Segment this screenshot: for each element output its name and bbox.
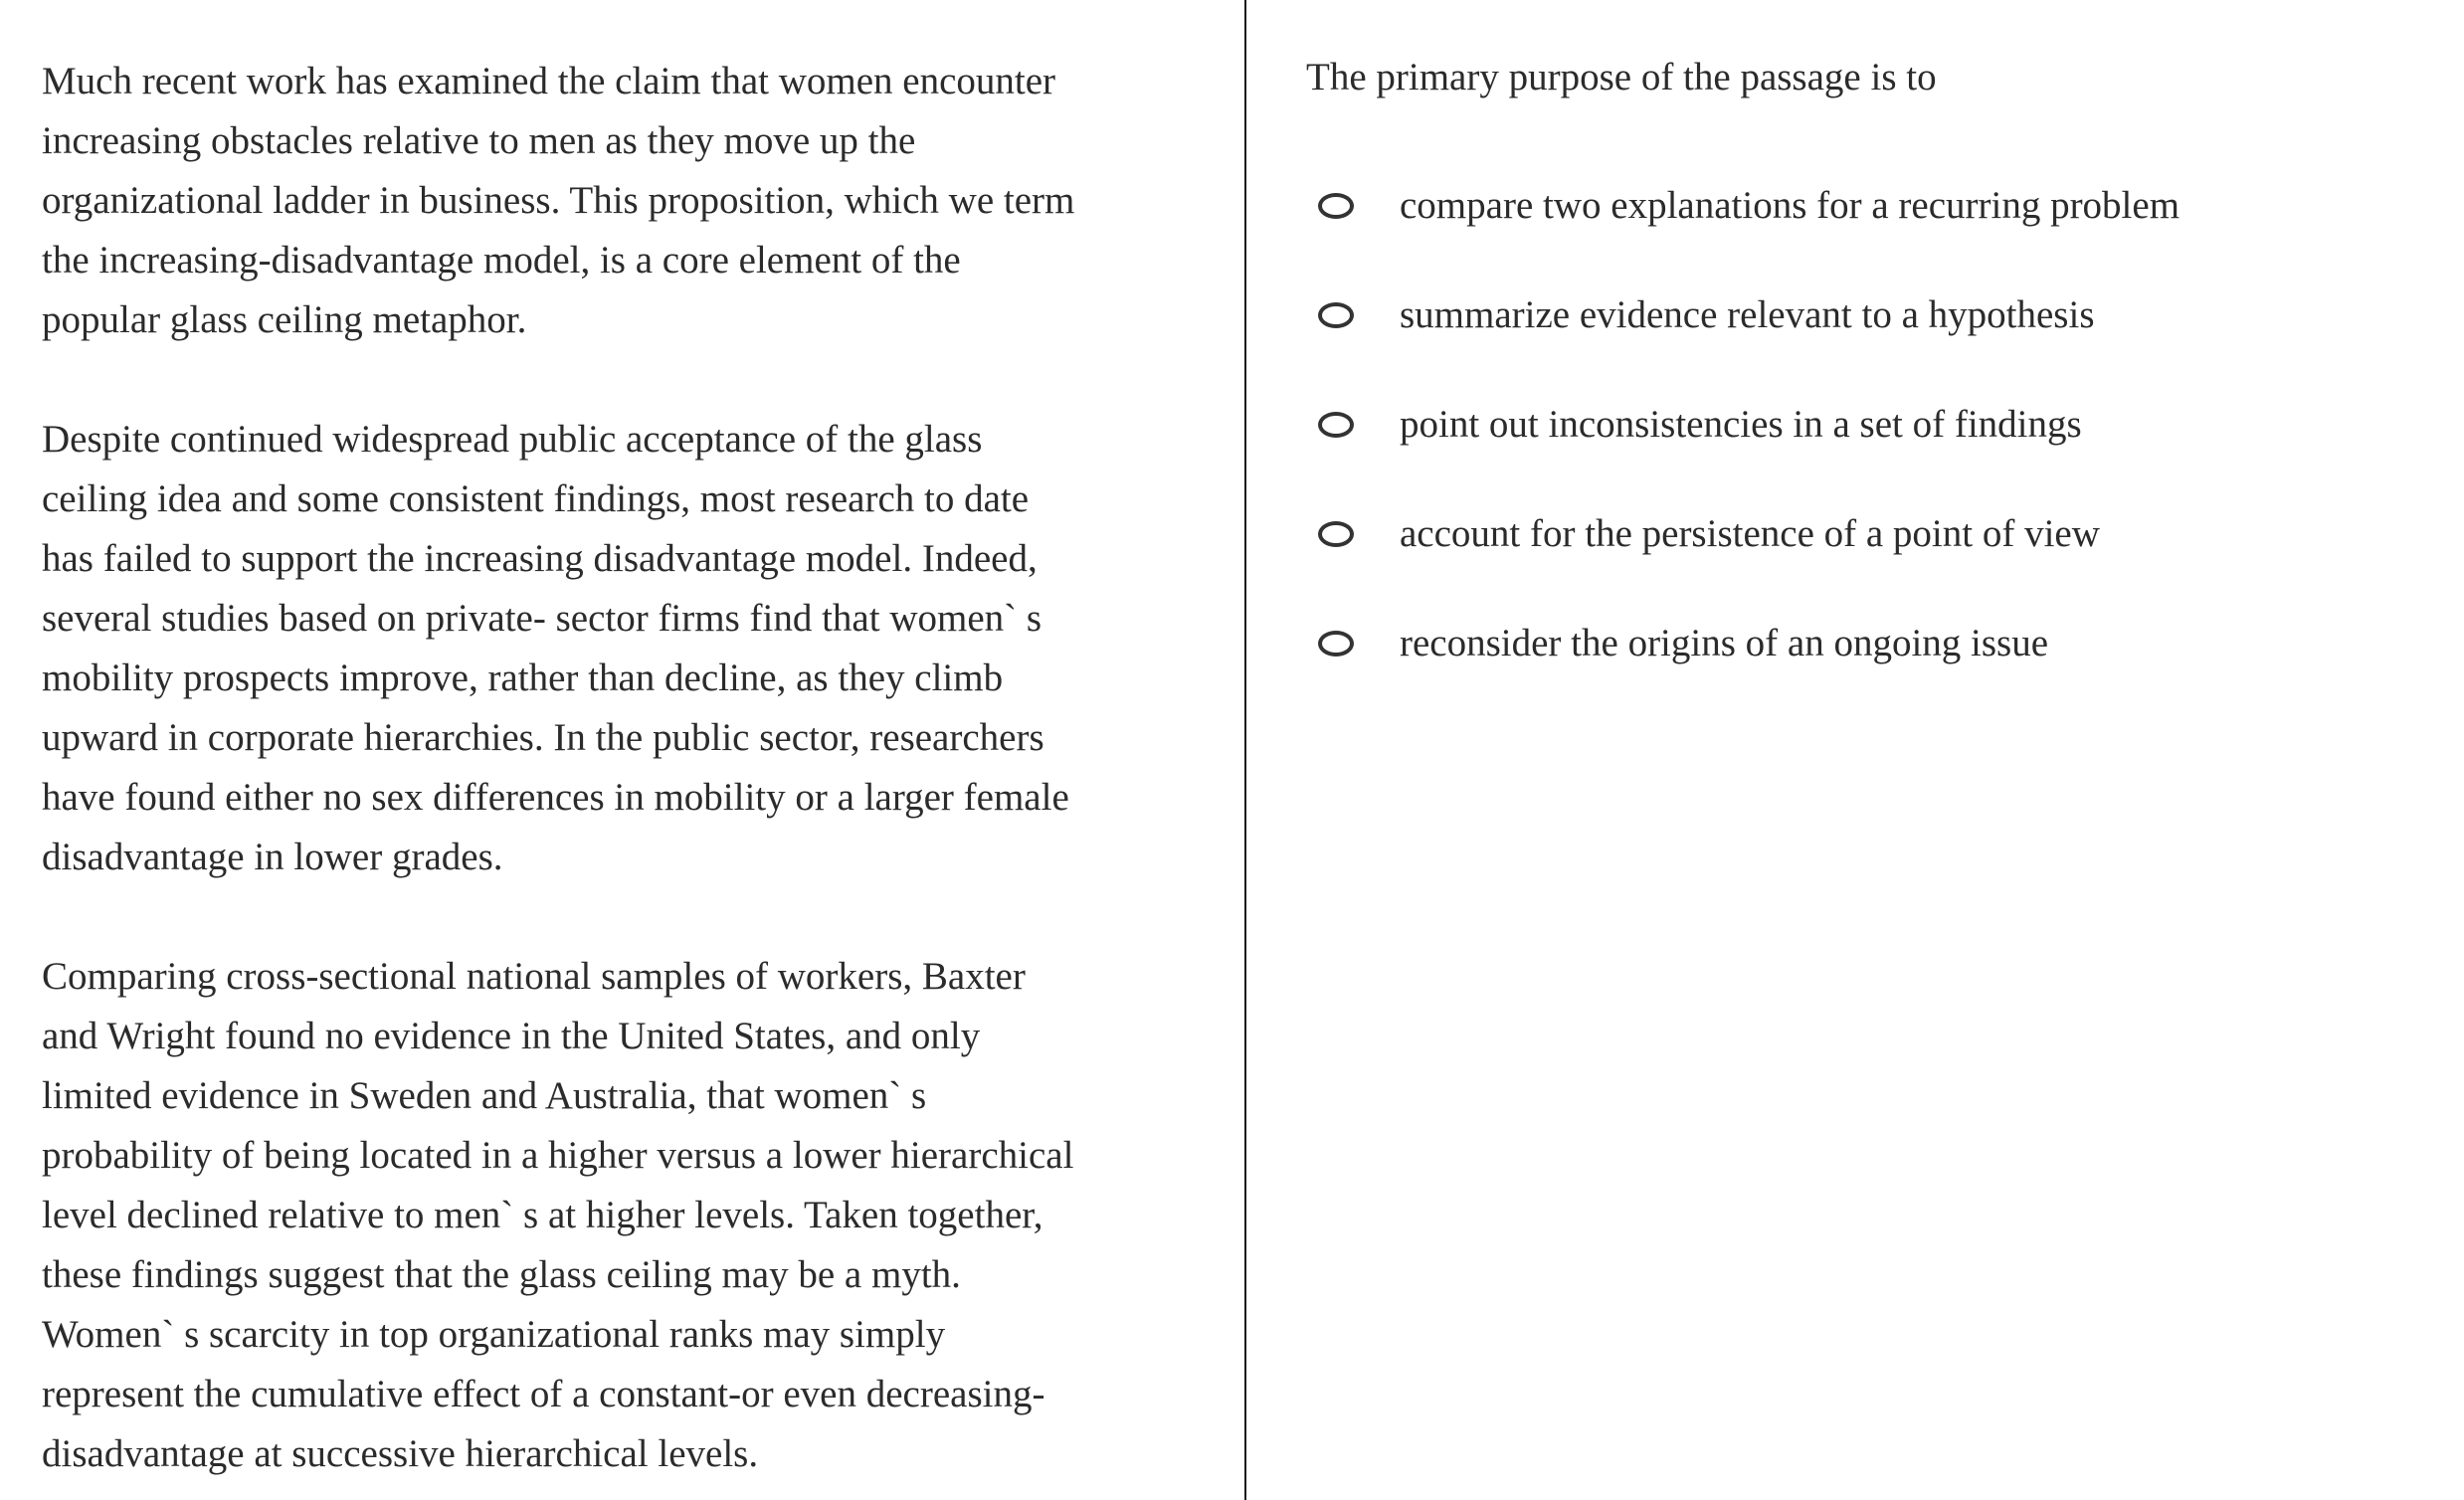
radio-button-icon[interactable]	[1318, 521, 1354, 547]
passage-paragraph-3: Comparing cross-sectional national samples of workers, Baxter and Wright found no evidence in the United States, and only limited evidence in Sweden and Australia, that women` s probability of being located in a higher versus a lower hierarchical level declined relative to men` s at higher levels. Taken together, these findings suggest that the glass ceiling may be a myth. Women` s scarcity in top organizational ranks may simply represent the cumulative effect of a constant-or even decreasing- disadvantage at successive hierarchical levels.	[42, 955, 1074, 1475]
passage-paragraph-2: Despite continued widespread public acceptance of the glass ceiling idea and some consistent findings, most research to date has failed to support the increasing disadvantage model. Indeed, several studies based on private- sector firms find that women` s mobility prospects improve, rather than decline, as they climb upward in corporate hierarchies. In the public sector, researchers have found either no sex differences in mobility or a larger female disadvantage in lower grades.	[42, 418, 1069, 878]
question-pane	[1246, 0, 2464, 1500]
question-stem: The primary purpose of the passage is to	[1306, 56, 1937, 98]
radio-button-icon[interactable]	[1318, 302, 1354, 328]
answer-choice-label[interactable]: reconsider the origins of an ongoing issue	[1400, 622, 2049, 664]
answer-choices	[1306, 151, 2464, 698]
answer-choice-b[interactable]	[1306, 261, 2464, 370]
answer-choice-label[interactable]: compare two explanations for a recurring problem	[1400, 184, 2180, 227]
answer-choice-e[interactable]	[1306, 589, 2464, 698]
radio-button-icon[interactable]	[1318, 631, 1354, 656]
answer-choice-label[interactable]: summarize evidence relevant to a hypothesis	[1400, 293, 2095, 336]
answer-choice-a[interactable]	[1306, 151, 2464, 261]
answer-choice-label[interactable]: point out inconsistencies in a set of findings	[1400, 403, 2082, 446]
answer-choice-c[interactable]	[1306, 370, 2464, 479]
answer-choice-label[interactable]: account for the persistence of a point of view	[1400, 512, 2100, 555]
radio-button-icon[interactable]	[1318, 412, 1354, 438]
radio-button-icon[interactable]	[1318, 193, 1354, 219]
answer-choice-d[interactable]	[1306, 479, 2464, 589]
passage-paragraph-1: Much recent work has examined the claim that women encounter increasing obstacles relative to men as they move up the organizational ladder in business. This proposition, which we term the increasing-disadvantage model, is a core element of the popular glass ceiling metaphor.	[42, 60, 1075, 341]
